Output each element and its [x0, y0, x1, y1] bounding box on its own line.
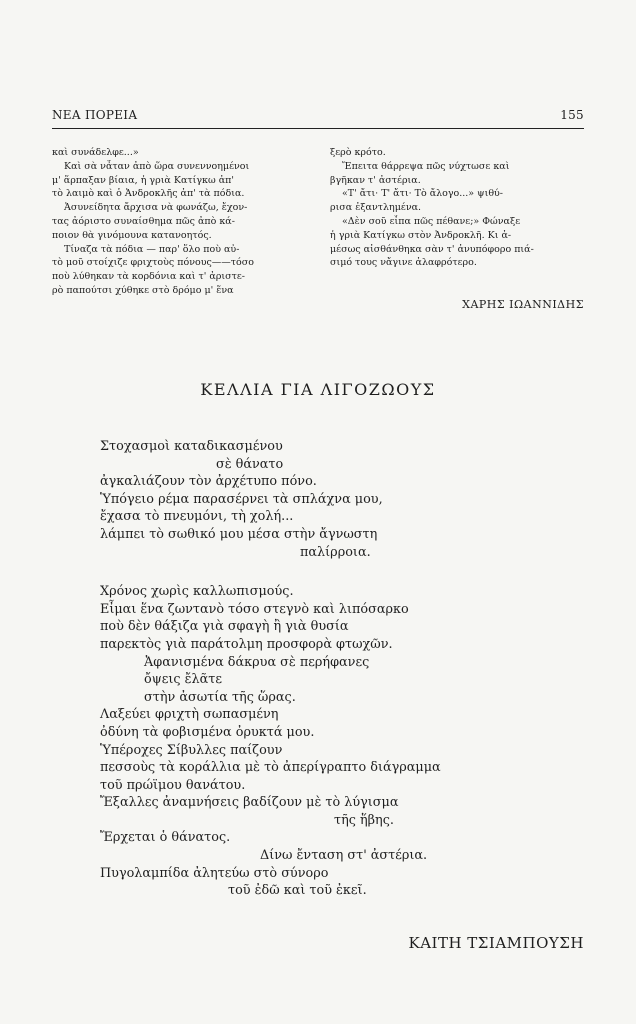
text-line: ρὸ παπούτσι χύθηκε στὸ δρόμο μ' ἕνα [52, 284, 234, 296]
text-line: μ' ἅρπαξαν βίαια, ἡ γριὰ Κατίγκω ἀπ' [52, 174, 234, 186]
text-line: σιμό τους νἄγινε ἀλαφρότερο. [330, 257, 477, 269]
journal-title: ΝΕΑ ΠΟΡΕΙΑ [52, 108, 138, 122]
right-column [330, 146, 584, 270]
text-line: βγῆκαν τ' ἀστέρια. [330, 174, 421, 186]
poem-body [100, 438, 540, 900]
poem-line: Ὑπέροχες Σίβυλλες παίζουν [100, 742, 283, 758]
text-line: μέσως αἰσθάνθηκα σὰν τ' ἀνυπόφορο πιά- [330, 243, 534, 255]
poem-line: Λαξεύει φριχτὴ σωπασμένη [100, 707, 279, 723]
text-line: Τίναζα τὰ πόδια — παρ' ὅλο ποὺ αὐ- [64, 243, 240, 255]
poem-line: Ἀφανισμένα δάκρυα σὲ περήφανες [144, 654, 370, 670]
left-column [52, 146, 306, 298]
text-line: τας ἀόριστο συναίσθημα πῶς ἀπὸ κά- [52, 215, 235, 227]
poem-line: ποὺ δὲν θάξιζα γιὰ σφαγὴ ἢ γιὰ θυσία [100, 619, 349, 635]
poem-line: Ὑπόγειο ρέμα παρασέρνει τὰ σπλάχνα μου, [100, 491, 383, 507]
poem-line: ὄψεις ἔλᾶτε [144, 672, 222, 688]
poem-line: στὴν ἀσωτία τῆς ὥρας. [144, 689, 296, 705]
poem-line: ἔχασα τὸ πνευμόνι, τὴ χολή... [100, 509, 294, 525]
text-line: ρισα ἐξαντλημένα. [330, 202, 422, 214]
poem-line: σὲ θάνατο [216, 456, 284, 472]
poem-line: παρεκτὸς γιὰ παράτολμη προσφορὰ φτωχῶν. [100, 636, 393, 652]
poem-line: Ἔρχεται ὁ θάνατος. [100, 830, 231, 846]
poem-author-signature: ΚΑΙΤΗ ΤΣΙΑΜΠΟΥΣΗ [408, 934, 584, 952]
text-line: ἡ γριὰ Κατίγκω στὸν Ἀνδροκλῆ. Κι ἀ- [330, 229, 512, 241]
text-line: καὶ συνάδελφε...» [52, 147, 139, 158]
poem-line: τοῦ πρώϊμου θανάτου. [100, 777, 246, 793]
running-header [52, 108, 584, 122]
text-line: Ἔπειτα θάρρεψα πῶς νύχτωσε καὶ [342, 160, 510, 172]
text-line: ποιον θὰ γινόμουνα κατανοητός. [52, 229, 212, 241]
text-line: «Δὲν σοῦ εἶπα πῶς πέθανε;» Φώναξε [342, 215, 521, 227]
text-line: ποὺ λύθηκαν τὰ κορδόνια καὶ τ' ἀριστε- [52, 271, 246, 283]
poem-line: πεσσοὺς τὰ κοράλλια μὲ τὸ ἀπερίγραπτο διάγραμμα [100, 760, 441, 776]
poem-line: τοῦ ἐδῶ καὶ τοῦ ἐκεῖ. [228, 883, 367, 899]
text-line: Ἀσυνείδητα ἄρχισα νὰ φωνάζω, ἔχον- [64, 202, 248, 214]
text-line: τὸ λαιμὸ καὶ ὁ Ἀνδροκλῆς ἀπ' τὰ πόδια. [52, 188, 245, 200]
text-line: Καὶ σὰ νἆταν ἀπὸ ὥρα συνεννοημένοι [64, 160, 250, 172]
page-number: 155 [560, 108, 584, 122]
text-line: ξερὸ κρότο. [330, 147, 386, 158]
text-line: «Τ' ἄτι· Τ' ἄτι· Τὸ ἄλογο...» ψιθύ- [342, 188, 504, 200]
poem-line: ὀδύνη τὰ φοβισμένα ὀρυκτά μου. [100, 724, 315, 740]
poem-line: Χρόνος χωρὶς καλλωπισμούς. [100, 584, 294, 600]
story-continuation [52, 146, 584, 316]
story-author-signature: ΧΑΡΗΣ ΙΩΑΝΝΙΔΗΣ [462, 298, 584, 311]
poem-line: Ἔξαλλες ἀναμνήσεις βαδίζουν μὲ τὸ λύγισμα [100, 795, 399, 811]
poem-line: παλίρροια. [300, 544, 371, 560]
text-line: τὸ μοῦ στοίχιζε φριχτοὺς πόνους——τόσο [52, 257, 254, 269]
poem-title: ΚΕΛΛΙΑ ΓΙΑ ΛΙΓΟΖΩΟΥΣ [200, 380, 436, 399]
header-rule [52, 128, 584, 129]
poem-line: Δίνω ἔνταση στ' ἀστέρια. [260, 848, 428, 864]
poem-line: τῆς ἥβης. [334, 812, 394, 828]
poem-line: λάμπει τὸ σωθικό μου μέσα στὴν ἄγνωστη [100, 526, 378, 542]
poem-line: Στοχασμοὶ καταδικασμένου [100, 439, 283, 454]
stanza-break [100, 561, 540, 583]
poem-line: Εἶμαι ἕνα ζωντανὸ τόσο στεγνὸ καὶ λιπόσαρκο [100, 601, 409, 617]
poem-line: Πυγολαμπίδα ἀλητεύω στὸ σύνορο [100, 865, 329, 881]
poem-line: ἀγκαλιάζουν τὸν ἀρχέτυπο πόνο. [100, 474, 317, 490]
